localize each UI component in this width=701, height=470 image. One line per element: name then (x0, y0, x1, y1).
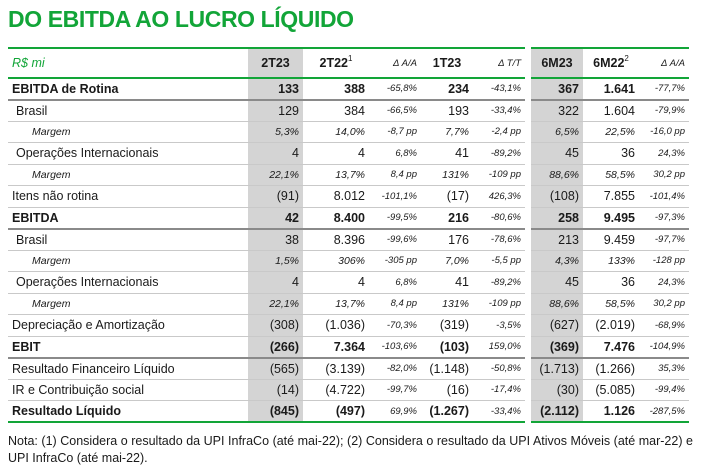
value-cell: (5.085) (583, 379, 639, 401)
value-cell: 5,3% (248, 121, 303, 143)
value-cell: 7,7% (421, 121, 473, 143)
table-row (8, 164, 689, 186)
value-cell: 4 (248, 143, 303, 165)
variation-cell: -99,7% (369, 379, 421, 401)
row-label: Margem (8, 293, 248, 315)
value-cell: 22,1% (248, 164, 303, 186)
variation-cell: -89,2% (473, 143, 525, 165)
value-cell: 129 (248, 100, 303, 122)
variation-cell: -305 pp (369, 250, 421, 272)
variation-cell: 24,3% (639, 272, 689, 294)
table-row (8, 293, 689, 315)
page-title: DO EBITDA AO LUCRO LÍQUIDO (8, 6, 354, 32)
variation-cell: -89,2% (473, 272, 525, 294)
variation-cell: -16,0 pp (639, 121, 689, 143)
variation-cell: -109 pp (473, 293, 525, 315)
table-row (8, 78, 689, 100)
value-cell: 36 (583, 272, 639, 294)
col-2t22-header: $2T22^1$ (303, 48, 369, 78)
variation-cell: 6,8% (369, 272, 421, 294)
value-cell: 41 (421, 272, 473, 294)
variation-cell: 159,0% (473, 336, 525, 358)
row-label: Resultado Financeiro Líquido (8, 358, 248, 380)
value-cell: 8.012 (303, 186, 369, 208)
value-cell: (4.722) (303, 379, 369, 401)
value-cell: 45 (531, 272, 583, 294)
row-label: Depreciação e Amortização (8, 315, 248, 337)
table-row (8, 250, 689, 272)
value-cell: (103) (421, 336, 473, 358)
table-row (8, 100, 689, 122)
value-cell: (308) (248, 315, 303, 337)
value-cell: 58,5% (583, 293, 639, 315)
col-delta-aa-header: Δ A/A (369, 48, 421, 78)
variation-cell: -287,5% (639, 401, 689, 423)
variation-cell: -97,7% (639, 229, 689, 251)
value-cell: (319) (421, 315, 473, 337)
variation-cell: 6,8% (369, 143, 421, 165)
variation-cell: -82,0% (369, 358, 421, 380)
value-cell: 258 (531, 207, 583, 229)
variation-cell: -33,4% (473, 401, 525, 423)
value-cell: (3.139) (303, 358, 369, 380)
col-delta-tt-header: Δ T/T (473, 48, 525, 78)
value-cell: 36 (583, 143, 639, 165)
variation-cell: 8,4 pp (369, 293, 421, 315)
row-label: Itens não rotina (8, 186, 248, 208)
value-cell: (369) (531, 336, 583, 358)
table-row (8, 379, 689, 401)
value-cell: 4 (303, 143, 369, 165)
value-cell: 38 (248, 229, 303, 251)
value-cell: (266) (248, 336, 303, 358)
value-cell: 1.604 (583, 100, 639, 122)
value-cell: (1.713) (531, 358, 583, 380)
value-cell: (565) (248, 358, 303, 380)
variation-cell: -77,7% (639, 78, 689, 100)
row-label: IR e Contribuição social (8, 379, 248, 401)
row-label: EBITDA de Rotina (8, 78, 248, 100)
value-cell: 58,5% (583, 164, 639, 186)
value-cell: (91) (248, 186, 303, 208)
variation-cell: -99,6% (369, 229, 421, 251)
value-cell: 306% (303, 250, 369, 272)
variation-cell: -104,9% (639, 336, 689, 358)
variation-cell: 35,3% (639, 358, 689, 380)
variation-cell: -5,5 pp (473, 250, 525, 272)
value-cell: (1.036) (303, 315, 369, 337)
value-cell: 1.126 (583, 401, 639, 423)
value-cell: (108) (531, 186, 583, 208)
value-cell: (2.019) (583, 315, 639, 337)
col-1t23-header: 1T23 (421, 48, 473, 78)
table-row (8, 358, 689, 380)
value-cell: 7.855 (583, 186, 639, 208)
value-cell: 131% (421, 293, 473, 315)
variation-cell: -78,6% (473, 229, 525, 251)
variation-cell: 426,3% (473, 186, 525, 208)
value-cell: 22,5% (583, 121, 639, 143)
variation-cell: -99,4% (639, 379, 689, 401)
row-label: Margem (8, 121, 248, 143)
value-cell: 88,6% (531, 164, 583, 186)
variation-cell: -109 pp (473, 164, 525, 186)
value-cell: (1.267) (421, 401, 473, 423)
value-cell: 367 (531, 78, 583, 100)
row-label: Operações Internacionais (8, 272, 248, 294)
variation-cell: -65,8% (369, 78, 421, 100)
table-row (8, 186, 689, 208)
variation-cell: 8,4 pp (369, 164, 421, 186)
variation-cell: -101,4% (639, 186, 689, 208)
value-cell: 1,5% (248, 250, 303, 272)
value-cell: 45 (531, 143, 583, 165)
value-cell: 9.459 (583, 229, 639, 251)
value-cell: 13,7% (303, 293, 369, 315)
table-row (8, 207, 689, 229)
variation-cell: -70,3% (369, 315, 421, 337)
row-label: Operações Internacionais (8, 143, 248, 165)
table-row (8, 315, 689, 337)
value-cell: (627) (531, 315, 583, 337)
value-cell: 234 (421, 78, 473, 100)
variation-cell: -101,1% (369, 186, 421, 208)
currency-label: R$ mi (8, 48, 248, 78)
variation-cell: 69,9% (369, 401, 421, 423)
value-cell: 9.495 (583, 207, 639, 229)
value-cell: (30) (531, 379, 583, 401)
value-cell: (1.148) (421, 358, 473, 380)
variation-cell: 30,2 pp (639, 164, 689, 186)
row-label: Margem (8, 250, 248, 272)
value-cell: (497) (303, 401, 369, 423)
value-cell: (16) (421, 379, 473, 401)
value-cell: 22,1% (248, 293, 303, 315)
value-cell: 133 (248, 78, 303, 100)
value-cell: 7.364 (303, 336, 369, 358)
value-cell: (1.266) (583, 358, 639, 380)
col-delta-aa-6m-header: Δ A/A (639, 48, 689, 78)
value-cell: 131% (421, 164, 473, 186)
value-cell: 213 (531, 229, 583, 251)
row-label: Brasil (8, 100, 248, 122)
value-cell: 4 (248, 272, 303, 294)
value-cell: 133% (583, 250, 639, 272)
variation-cell: -33,4% (473, 100, 525, 122)
value-cell: 13,7% (303, 164, 369, 186)
col-6m22-header: $6M22^2$ (583, 48, 639, 78)
variation-cell: 30,2 pp (639, 293, 689, 315)
row-label: Margem (8, 164, 248, 186)
value-cell: 8.400 (303, 207, 369, 229)
variation-cell: -68,9% (639, 315, 689, 337)
value-cell: (2.112) (531, 401, 583, 423)
footnote: Nota: (1) Considera o resultado da UPI InfraCo (até mai-22); (2) Considera o resultado da UPI Ativos Móveis (até mar-22) e UPI InfraCo (até mai-22). (8, 434, 693, 465)
variation-cell: -2,4 pp (473, 121, 525, 143)
variation-cell: -99,5% (369, 207, 421, 229)
value-cell: (17) (421, 186, 473, 208)
value-cell: 388 (303, 78, 369, 100)
value-cell: 6,5% (531, 121, 583, 143)
value-cell: 4 (303, 272, 369, 294)
variation-cell: -97,3% (639, 207, 689, 229)
col-6m23-header: 6M23 (531, 48, 583, 78)
table-row (8, 272, 689, 294)
financial-table (8, 47, 689, 423)
variation-cell: -3,5% (473, 315, 525, 337)
col-2t23-header: 2T23 (248, 48, 303, 78)
variation-cell: -80,6% (473, 207, 525, 229)
value-cell: 322 (531, 100, 583, 122)
value-cell: 4,3% (531, 250, 583, 272)
variation-cell: 24,3% (639, 143, 689, 165)
variation-cell: -128 pp (639, 250, 689, 272)
variation-cell: -50,8% (473, 358, 525, 380)
variation-cell: -103,6% (369, 336, 421, 358)
value-cell: 1.641 (583, 78, 639, 100)
row-label: Resultado Líquido (8, 401, 248, 423)
value-cell: 176 (421, 229, 473, 251)
table-row (8, 336, 689, 358)
variation-cell: -66,5% (369, 100, 421, 122)
table-header-row (8, 48, 689, 78)
variation-cell: -43,1% (473, 78, 525, 100)
value-cell: 384 (303, 100, 369, 122)
value-cell: 216 (421, 207, 473, 229)
value-cell: 14,0% (303, 121, 369, 143)
value-cell: 193 (421, 100, 473, 122)
variation-cell: -17,4% (473, 379, 525, 401)
value-cell: 7,0% (421, 250, 473, 272)
table-row (8, 229, 689, 251)
value-cell: (14) (248, 379, 303, 401)
value-cell: 42 (248, 207, 303, 229)
row-label: EBIT (8, 336, 248, 358)
value-cell: 88,6% (531, 293, 583, 315)
table-row (8, 121, 689, 143)
value-cell: (845) (248, 401, 303, 423)
variation-cell: -79,9% (639, 100, 689, 122)
value-cell: 41 (421, 143, 473, 165)
row-label: EBITDA (8, 207, 248, 229)
value-cell: 8.396 (303, 229, 369, 251)
value-cell: 7.476 (583, 336, 639, 358)
table-row (8, 143, 689, 165)
row-label: Brasil (8, 229, 248, 251)
table-row (8, 401, 689, 423)
variation-cell: -8,7 pp (369, 121, 421, 143)
